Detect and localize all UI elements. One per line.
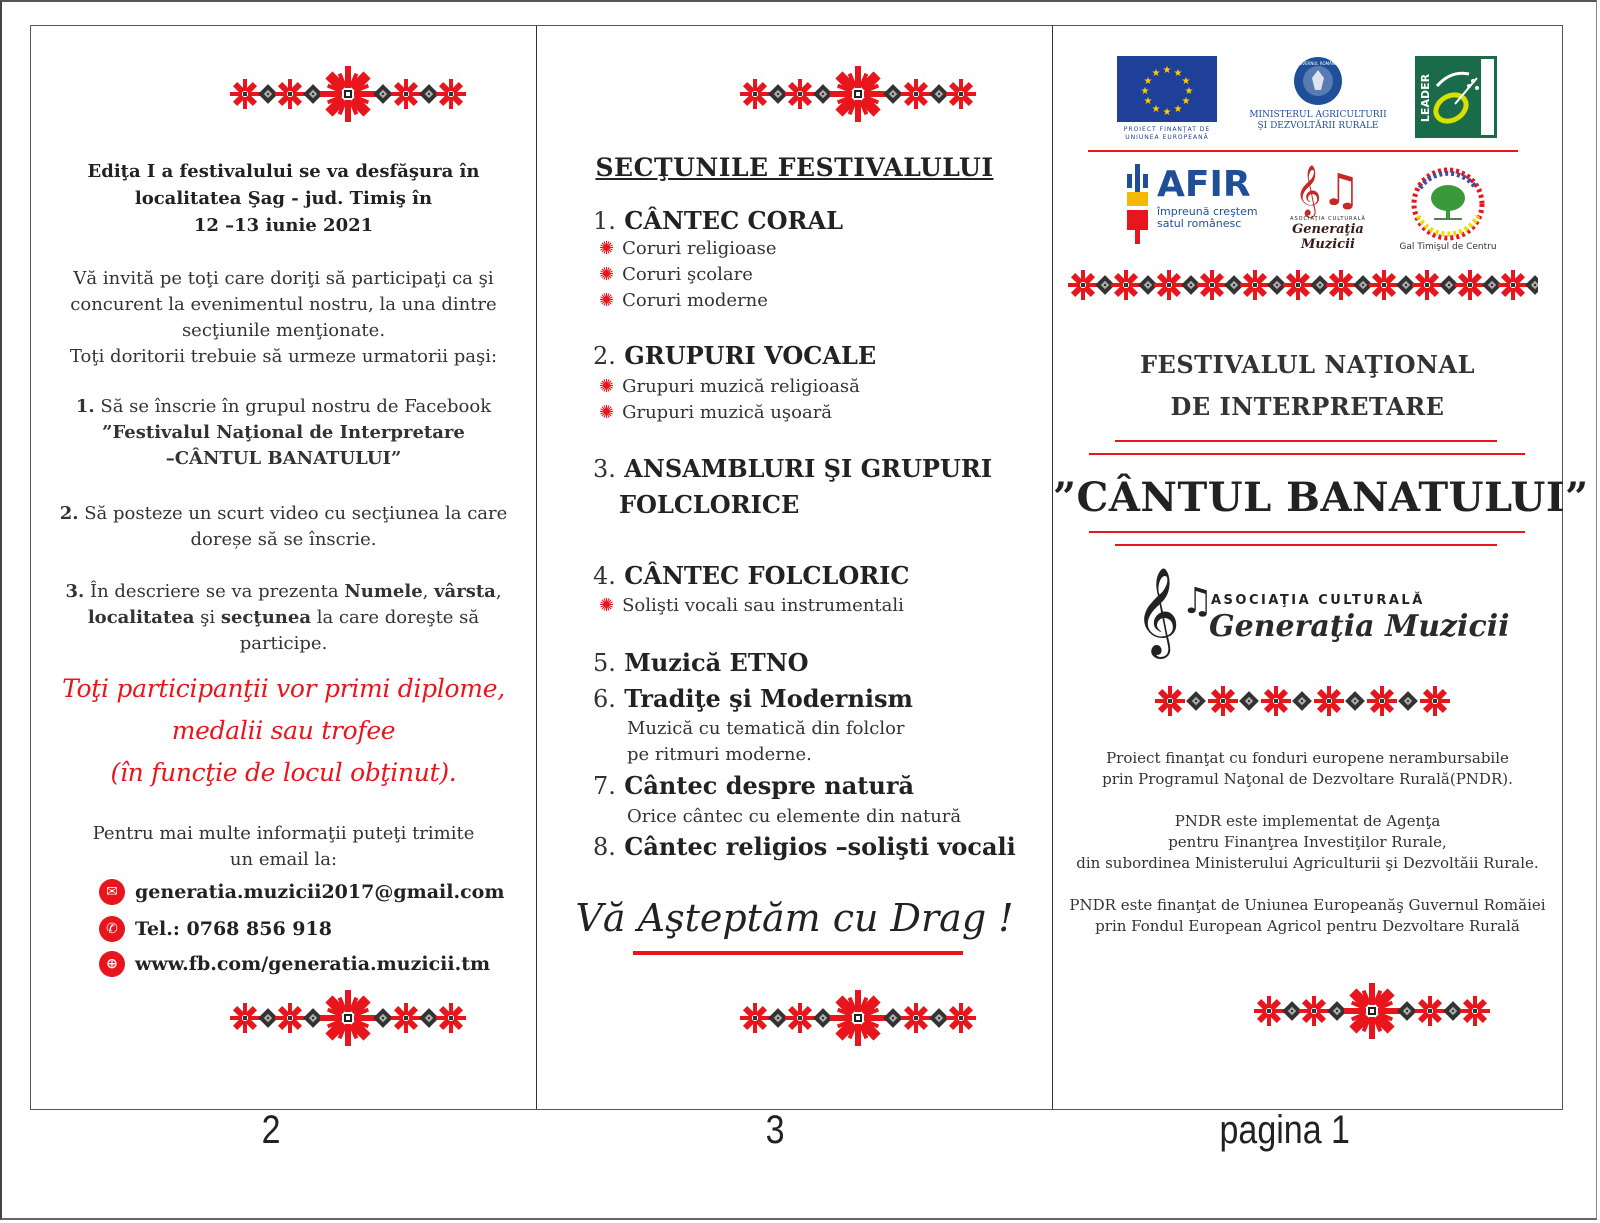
- leader-text: LEADER: [1419, 73, 1432, 123]
- government-seal-icon: [1293, 56, 1343, 106]
- closing-underline: [633, 951, 963, 955]
- band-motif: [1235, 269, 1287, 301]
- intro-line: Ediţa I a festivalului se va desfăşura în: [87, 161, 480, 182]
- more-info-text: [31, 821, 536, 873]
- sub-item-label: Grupuri muzică uşoară: [622, 402, 833, 423]
- row-diamond: [1186, 691, 1206, 711]
- afir-logo: [1123, 164, 1258, 254]
- flower-bullet-icon: ✺: [599, 595, 615, 616]
- step-text: la care doreşte să: [311, 607, 480, 628]
- step-bold: Numele: [344, 581, 423, 602]
- sub-item-label: Coruri religioase: [622, 238, 777, 259]
- contact-web[interactable]: [99, 951, 490, 977]
- section-number: 1.: [593, 207, 616, 235]
- step-text: ,: [422, 581, 435, 602]
- section-name: Muzică ETNO: [624, 648, 809, 677]
- band-motif: [1149, 269, 1201, 301]
- section-6: [593, 684, 913, 713]
- leader-logo: [1415, 56, 1497, 138]
- section-1: [593, 206, 843, 235]
- step-text: Să se înscrie în grupul nostru de Facebook: [94, 396, 492, 417]
- description-line: Orice cântec cu elemente din natură: [627, 806, 962, 827]
- page-number-3: 3: [765, 1108, 785, 1152]
- globe-icon: ⊕: [99, 951, 125, 977]
- band-motif: [1321, 269, 1373, 301]
- svg-text:★: ★: [1184, 86, 1194, 97]
- festival-title-line: FESTIVALUL NAŢIONAL: [1139, 350, 1476, 379]
- facebook-group-name: –CÂNTUL BANATULUI”: [165, 448, 402, 469]
- afir-text: AFIR: [1157, 164, 1251, 205]
- panel-page-3: [537, 26, 1053, 1109]
- flower-bullet-icon: ✺: [599, 264, 615, 285]
- association-logo: [1135, 561, 1510, 671]
- phone-number[interactable]: Tel.: 0768 856 918: [135, 918, 332, 940]
- panel-page-2: [31, 26, 537, 1109]
- section-number: 4.: [593, 562, 616, 590]
- awards-line: (în funcţie de locul obţinut).: [110, 758, 457, 787]
- folk-border-band: [1068, 269, 1538, 301]
- gal-logo: [1398, 166, 1498, 256]
- awards-line: medalii sau trofee: [171, 716, 396, 745]
- title-divider: [1115, 544, 1497, 546]
- band-motif: [1068, 269, 1115, 301]
- flower-bullet-icon: ✺: [599, 376, 615, 397]
- svg-text:★: ★: [1151, 104, 1161, 115]
- music-notes-icon: 𝄞: [1135, 566, 1180, 655]
- closing-message: Vă Aşteptăm cu Drag !: [575, 896, 1014, 940]
- sub-item: [599, 290, 768, 311]
- sub-item-label: Coruri şcolare: [622, 264, 753, 285]
- step-text: doreșe să se înscrie.: [190, 529, 377, 550]
- band-motif: [1450, 269, 1502, 301]
- row-star: [1362, 684, 1402, 718]
- step-text: Să posteze un scurt video cu secţiunea la care: [78, 503, 508, 524]
- band-motif: [1407, 269, 1459, 301]
- band-motif: [1278, 269, 1330, 301]
- gal-tree-icon: [1408, 166, 1488, 242]
- invite-line: Vă invită pe toţi care doriţi să participaţi ca şi: [73, 268, 494, 289]
- panel-page-1: [1053, 26, 1589, 1109]
- band-motif: [1364, 269, 1416, 301]
- row-star: [1309, 684, 1349, 718]
- folk-ornament-bottom: [1254, 981, 1494, 1043]
- step-bold: localitatea: [87, 607, 195, 628]
- section-name: Cântec religios –solişti vocali: [624, 832, 1016, 861]
- band-motif: [1106, 269, 1158, 301]
- section-3: [593, 454, 992, 483]
- phone-icon: ✆: [99, 916, 125, 942]
- svg-text:★: ★: [1173, 104, 1183, 115]
- page-number-2: 2: [261, 1108, 281, 1152]
- section-4: [593, 561, 910, 590]
- sub-item: [599, 264, 753, 285]
- eu-caption: PROIECT FINANŢAT DE: [1123, 126, 1211, 133]
- svg-text:★: ★: [1162, 107, 1172, 118]
- step-1: [31, 394, 536, 472]
- web-link[interactable]: www.fb.com/generatia.muzicii.tm: [135, 953, 491, 975]
- section-number: 2.: [593, 342, 616, 370]
- section-name: GRUPURI VOCALE: [624, 341, 877, 370]
- gm-small-caption: ASOCIAŢIA CULTURALĂ: [1290, 216, 1366, 222]
- festival-intro: [31, 158, 536, 239]
- sub-item: [599, 595, 904, 616]
- funding-info: [1053, 748, 1562, 937]
- sub-item-label: Grupuri muzică religioasă: [622, 376, 860, 397]
- svg-text:★: ★: [1181, 76, 1191, 87]
- row-star: [1153, 684, 1190, 718]
- row-star: [1203, 684, 1243, 718]
- ministry-logo: [1243, 56, 1393, 138]
- section-number: 3.: [593, 455, 616, 483]
- section-number: 5.: [593, 649, 616, 677]
- row-diamond: [1398, 691, 1418, 711]
- funding-line: PNDR este finanţat de Uniunea Europeanăş Guvernul Romăiei: [1069, 896, 1546, 914]
- step-bold: vârsta: [434, 581, 496, 602]
- page-number-1: pagina 1: [1219, 1108, 1350, 1152]
- description-line: pe ritmuri moderne.: [627, 744, 812, 765]
- flower-bullet-icon: ✺: [599, 238, 615, 259]
- svg-text:★: ★: [1140, 86, 1150, 97]
- folk-ornament-top: [230, 64, 470, 126]
- title-divider: [1089, 453, 1525, 455]
- main-title: ”CÂNTUL BANATULUI”: [1053, 474, 1589, 521]
- music-note-icon: ♫: [1181, 581, 1214, 622]
- folk-ornament-row: [1153, 684, 1453, 718]
- row-star: [1415, 684, 1453, 718]
- section-name: CÂNTEC CORAL: [624, 206, 843, 235]
- svg-text:★: ★: [1151, 68, 1161, 79]
- title-divider: [1089, 531, 1525, 533]
- intro-date: 12 –13 iunie 2021: [193, 215, 374, 236]
- invite-line: secţiunile menţionate.: [181, 320, 386, 341]
- eu-caption: UNIUNEA EUROPEANĂ: [1125, 134, 1209, 141]
- step-number: 3.: [65, 581, 85, 602]
- sections-title: SECŢUNILE FESTIVALULUI: [595, 153, 994, 182]
- title-divider: [1115, 440, 1497, 442]
- facebook-group-name: ”Festivalul Naţional de Interpretare: [102, 422, 465, 443]
- more-info-line: Pentru mai multe informaţii puteţi trimite: [92, 823, 475, 844]
- row-diamond: [1292, 691, 1312, 711]
- funding-line: PNDR este implementat de Agenţa: [1174, 812, 1441, 830]
- flower-bullet-icon: ✺: [599, 290, 615, 311]
- awards-line: Toţi participanţii vor primi diplome,: [62, 674, 505, 703]
- step-number: 1.: [75, 396, 95, 417]
- band-motif: [1192, 269, 1244, 301]
- invitation-text: [31, 266, 536, 370]
- generatia-muzicii-small-logo: [1273, 166, 1383, 256]
- sub-item: [599, 376, 860, 397]
- sub-item-label: Coruri moderne: [622, 290, 768, 311]
- funding-line: pentru Finanţrea Investiţilor Rurale,: [1168, 833, 1447, 851]
- invite-line: concurent la evenimentul nostru, la una dintre: [70, 294, 497, 315]
- section-2: [593, 341, 876, 370]
- funding-line: Proiect finanţat cu fonduri europene nerambursabile: [1106, 749, 1509, 767]
- svg-text:★: ★: [1173, 68, 1183, 79]
- funding-line: prin Fondul European Agricol pentru Dezvoltare Rurală: [1095, 917, 1520, 935]
- eu-flag-icon: [1117, 56, 1217, 122]
- step-text: şi: [194, 607, 221, 628]
- ministry-caption: MINISTERUL AGRICULTURII: [1249, 110, 1387, 120]
- band-motif: [1493, 269, 1538, 301]
- section-description: [627, 804, 961, 830]
- svg-text:★: ★: [1143, 76, 1153, 87]
- awards-text: [31, 668, 536, 794]
- step-2: [31, 501, 536, 553]
- intro-line: localitatea Şag - jud. Timiş în: [134, 188, 433, 209]
- svg-text:★: ★: [1143, 96, 1153, 107]
- step-text: ,: [495, 581, 502, 602]
- association-caption: ASOCIAŢIA CULTURALĂ: [1211, 593, 1425, 608]
- afir-tagline: satul românesc: [1157, 217, 1242, 230]
- step-bold: secţunea: [220, 607, 311, 628]
- step-3: [31, 579, 536, 657]
- section-name-cont: FOLCLORICE: [619, 490, 800, 519]
- folk-ornament-bottom: [740, 988, 980, 1050]
- leader-icon: [1415, 56, 1497, 138]
- section-number: 8.: [593, 833, 616, 861]
- afir-wheat-icon: [1123, 164, 1153, 246]
- description-line: Muzică cu tematică din folclor: [627, 718, 905, 739]
- step-text: participe.: [239, 633, 328, 654]
- folk-ornament-bottom: [230, 988, 470, 1050]
- gal-caption: Gal Timişul de Centru: [1399, 242, 1497, 252]
- funding-line: prin Programul Naţonal de Dezvoltare Rurală(PNDR).: [1102, 770, 1513, 788]
- svg-text:★: ★: [1181, 96, 1191, 107]
- section-name: CÂNTEC FOLCLORIC: [624, 561, 910, 590]
- folk-ornament-top: [740, 64, 980, 126]
- contact-email[interactable]: [99, 879, 504, 905]
- section-description: [627, 716, 905, 768]
- sub-item-label: Solişti vocali sau instrumentali: [622, 595, 904, 616]
- contact-phone[interactable]: [99, 916, 332, 942]
- treble-clef-icon: 𝄞♫: [1295, 165, 1361, 216]
- festival-title: [1053, 344, 1562, 428]
- funding-line: din subordinea Ministerului Agriculturii şi Dezvoltăii Rurale.: [1076, 854, 1539, 872]
- svg-text:★: ★: [1162, 65, 1172, 76]
- section-name: Cântec despre natură: [624, 771, 915, 800]
- brochure-sheet: [30, 25, 1589, 1110]
- row-diamond: [1345, 691, 1365, 711]
- eu-logo: [1117, 56, 1217, 141]
- sub-item: [599, 402, 832, 423]
- step-number: 2.: [59, 503, 79, 524]
- envelope-icon: ✉: [99, 879, 125, 905]
- email-link[interactable]: generatia.muzicii2017@gmail.com: [135, 881, 505, 903]
- sub-item: [599, 238, 777, 259]
- section-5: [593, 648, 809, 677]
- section-name: Tradiţe şi Modernism: [624, 684, 913, 713]
- row-diamond: [1239, 691, 1259, 711]
- festival-title-line: DE INTERPRETARE: [1170, 392, 1445, 421]
- section-number: 6.: [593, 685, 616, 713]
- ministry-caption: ŞI DEZVOLTĂRII RURALE: [1257, 121, 1379, 131]
- row-star: [1256, 684, 1296, 718]
- section-name: ANSAMBLURI ŞI GRUPURI: [624, 454, 993, 483]
- divider-line: [1088, 150, 1518, 152]
- section-8: [593, 832, 1016, 861]
- flower-bullet-icon: ✺: [599, 402, 615, 423]
- invite-line: Toţi doritorii trebuie să urmeze urmatorii paşi:: [69, 346, 498, 367]
- association-name: Generaţia Muzicii: [1209, 609, 1510, 644]
- section-7: [593, 771, 914, 800]
- more-info-line: un email la:: [229, 849, 338, 870]
- section-number: 7.: [593, 772, 616, 800]
- seal-text: GUVERNUL ROMÂNIEI: [1296, 61, 1340, 66]
- step-text: În descriere se va prezenta: [84, 581, 345, 602]
- gm-small-name: Generaţia Muzicii: [1292, 222, 1364, 252]
- afir-tagline: împreună creştem: [1157, 205, 1258, 218]
